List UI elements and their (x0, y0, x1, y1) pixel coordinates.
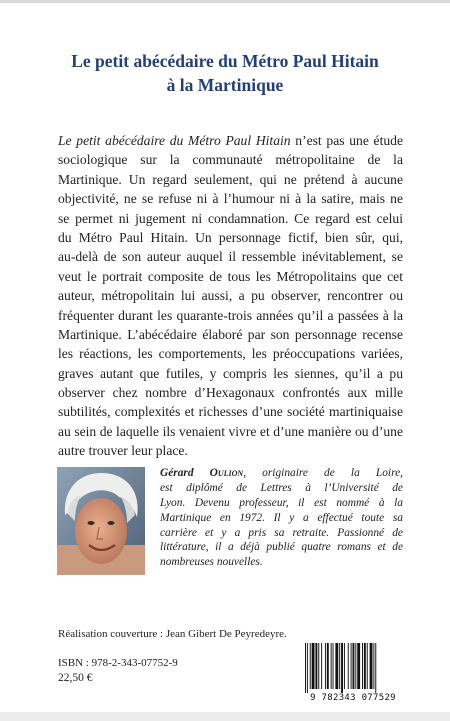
blurb-line-text: veut le portrait composite de tous les Métropolitains que cet (58, 268, 403, 284)
author-bio (160, 466, 403, 570)
blurb-line-text: sociologique sur la communauté métropolitaine de la (58, 152, 403, 168)
blurb-line (58, 344, 403, 363)
barcode-bar (327, 643, 329, 689)
blurb-line (58, 441, 403, 460)
blurb-line (58, 170, 403, 189)
back-cover-blurb (58, 131, 403, 461)
blurb-line (58, 286, 403, 305)
author-bio-line-1-rest: , originaire de la Loire, (243, 467, 403, 479)
blurb-line-text: auteur, métropolitain lui aussi, a pu observer, rencontrer ou (58, 288, 403, 304)
author-bio-line: nombreuses nouvelles. (160, 556, 263, 569)
barcode-bar (357, 643, 360, 689)
barcode-bar (305, 643, 306, 693)
barcode-bar (344, 643, 345, 689)
blurb-line (58, 402, 403, 421)
blurb-line (58, 150, 403, 169)
author-photo (57, 467, 145, 575)
barcode-bar (373, 643, 374, 689)
barcode-bar (312, 643, 315, 689)
blurb-line (58, 364, 403, 383)
author-bio-line: littérature, il a déjà publié quatre romans et de (160, 541, 403, 554)
author-bio-line-1 (160, 466, 403, 481)
blurb-line-text: subtilités, complexités et richesses d’une société martiniquaise (58, 404, 403, 420)
barcode-bar (348, 643, 349, 689)
barcode-bar (325, 643, 326, 689)
author-bio-line: Lyon. Devenu professeur, il est nommé à la (160, 496, 403, 509)
barcode-bar (307, 643, 308, 693)
barcode-bar (364, 643, 366, 689)
blurb-line-text: n’est pas une étude (290, 133, 403, 148)
blurb-line (58, 247, 403, 266)
blurb-line (58, 383, 403, 402)
barcode-bar (315, 643, 317, 689)
barcode-bars (303, 643, 403, 693)
blurb-line-text: objectivité, ne se refuse ni à l’humour ni à la satire, mais ne (58, 191, 403, 207)
blurb-line-text: au-delà de son auteur auquel il ressemble inévitablement, se (58, 249, 403, 265)
cover-credit: Réalisation couverture : Jean Gibert De Peyredeyre. (58, 628, 287, 640)
blurb-line-text: graves autant que futiles, y compris les siennes, qu’il a pu (58, 365, 403, 381)
author-bio-line: est diplômé de Lettres à l’Université de (160, 481, 403, 494)
isbn: ISBN : 978-2-343-07752-9 (58, 657, 178, 669)
blurb-line-text: au sein de laquelle ils venaient vivre et d’une manière ou d’une (58, 423, 403, 439)
blurb-line (58, 189, 403, 208)
top-edge-strip (0, 0, 450, 3)
blurb-line (58, 325, 403, 344)
book-title (40, 49, 410, 97)
barcode-bar (353, 643, 355, 689)
barcode-bar (318, 643, 319, 689)
author-bio-line: Martinique en 1972. Il y a effectué toute sa (160, 511, 403, 524)
book-title-line-1: Le petit abécédaire du Métro Paul Hitain (71, 51, 379, 71)
blurb-line-text: fréquenter durant les quarante-trois années qu’il a passées à la (58, 307, 403, 323)
price: 22,50 € (58, 672, 93, 684)
barcode-bar (355, 643, 356, 689)
barcode-bar (375, 643, 376, 693)
book-title-line-2: à la Martinique (166, 75, 284, 95)
barcode-bar (335, 643, 338, 689)
barcode-bar (370, 643, 373, 689)
barcode-bar (331, 643, 332, 689)
barcode-bar (310, 643, 311, 689)
barcode-bar (367, 643, 368, 689)
blurb-line-text: Martinique. Un regard seulement, qui ne prétend à aucune (58, 171, 403, 187)
bottom-edge-strip (0, 712, 450, 721)
barcode-digits: 9 782343 077529 (310, 693, 396, 703)
barcode-bar (333, 643, 334, 689)
blurb-line-text: observer chez nombre d’Hexagonaux confrontés aux mille (58, 385, 403, 401)
blurb-line (58, 306, 403, 325)
blurb-line (58, 267, 403, 286)
blurb-line (58, 422, 403, 441)
author-bio-line: carrière et y a pris sa retraite. Passionné de (160, 526, 403, 539)
barcode-bar (321, 643, 322, 689)
blurb-line (58, 131, 403, 150)
author-last-name: Oulion (209, 467, 244, 479)
blurb-line-text: autre trouver leur place. (58, 443, 188, 459)
blurb-line-text: se permet ni jugement ni condamnation. Ce regard est celui (58, 210, 403, 226)
blurb-book-title: Le petit abécédaire du Métro Paul Hitain (58, 133, 291, 148)
barcode-bar (351, 643, 352, 689)
barcode-bar (341, 643, 343, 693)
blurb-line (58, 228, 403, 247)
blurb-line-text: Martinique. L’abécédaire élaboré par son personnage recense (58, 326, 403, 342)
blurb-line-text: du Métro Paul Hitain. Un personnage fictif, bien sûr, qui, (58, 229, 403, 245)
barcode-bar (362, 643, 363, 689)
blurb-line (58, 209, 403, 228)
blurb-line-text: les réactions, les comportements, les préoccupations variées, (58, 346, 403, 362)
author-first-name: Gérard (160, 467, 194, 479)
barcode-bar (339, 643, 340, 689)
isbn-barcode (300, 641, 406, 705)
